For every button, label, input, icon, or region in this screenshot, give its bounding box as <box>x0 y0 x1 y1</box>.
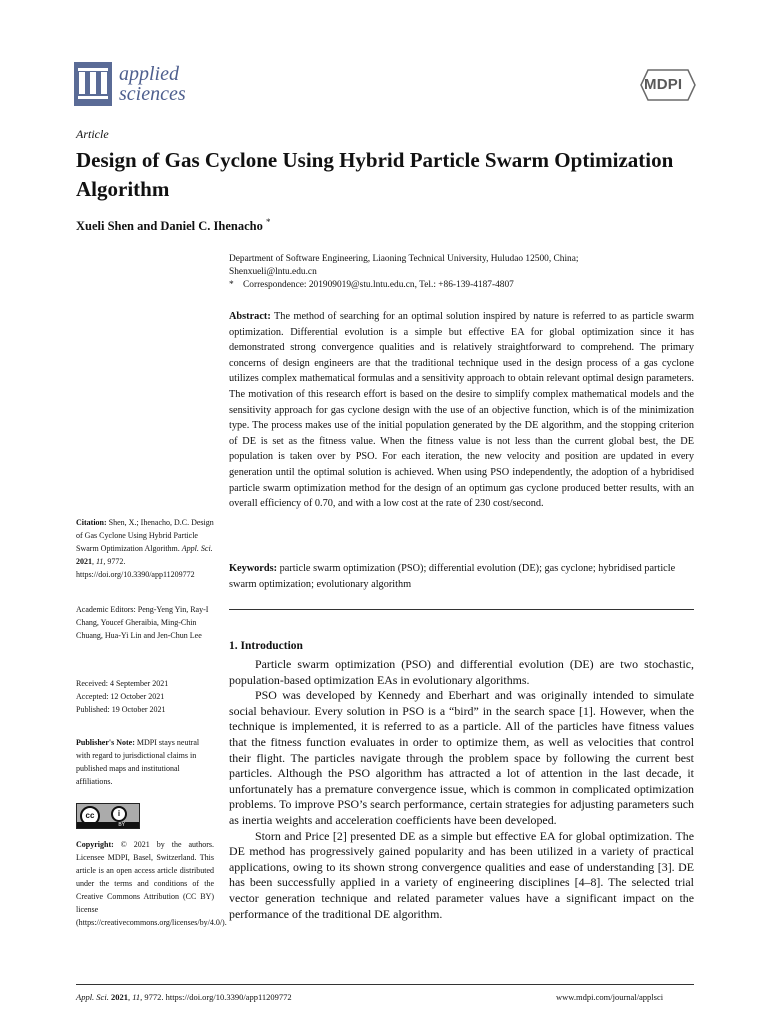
citation-year: 2021 <box>76 557 92 566</box>
accepted-date: Accepted: 12 October 2021 <box>76 692 165 701</box>
citation-journal: Appl. Sci. <box>181 544 213 553</box>
paragraph: Particle swarm optimization (PSO) and differential evolution (DE) are two stochastic, population-based optimization EAs in evolutionary algorithms. <box>229 657 694 687</box>
affiliation-line: Department of Software Engineering, Liaoning Technical University, Huludao 12500, China; <box>229 254 579 264</box>
copyright-label: Copyright: <box>76 840 114 849</box>
citation-text: Shen, X.; Ihenacho, D.C. Design of Gas Cyclone Using Hybrid Particle Swarm Optimization Algorithm. <box>76 518 214 553</box>
footer-divider <box>76 984 694 985</box>
authors <box>76 217 270 234</box>
abstract-label: Abstract: <box>229 311 271 322</box>
logo-beam <box>78 96 108 99</box>
journal-name-line2: sciences <box>119 83 186 105</box>
received-date: Received: 4 September 2021 <box>76 679 169 688</box>
keywords-text: particle swarm optimization (PSO); differential evolution (DE); gas cyclone; hybridised particle swarm optimization; evolutionary algorithm <box>229 563 676 590</box>
body-text <box>229 657 694 922</box>
journal-logo <box>74 60 234 108</box>
abstract-text: The method of searching for an optimal solution inspired by nature is referred to as particle swarm optimization. Differential evolution is a simple but effective EA for global optimization since it has demonstrated strong convergence qualities and is relatively straightforward to comprehend. The primary concerns of design engineers are that the traditional technique used in the design process of a gas cyclone utilizes complex mathematical formulas and a sensitivity approach to obtain relevant optimal design parameters. The motivation of this research effort is based on the desire to simplify complex mathematical models and the sensitivity approach for gas cyclone design with the use of an objective function, which is of the minimization type. The process makes use of the initial population generated by the DE algorithm, and the stopping criterion of DE is set as the fitness value. When the fitness value is not less than the current global best, the DE population is taken over by PSO. For each iteration, the new velocity and position are updated in every generation until the optimal solution is achieved. When using PSO independently, the adoption of a hybridised particle swarm optimization method for the design of an optimum gas cyclone produced better results, with an overall efficiency of 0.70, and with a low cost at the rate of 230 cost/second. <box>229 311 694 510</box>
affiliation-email[interactable]: Shenxueli@lntu.edu.cn <box>229 267 317 277</box>
correspondence-text: Correspondence: 201909019@stu.lntu.edu.cn, Tel.: +86-139-4187-4807 <box>243 280 514 290</box>
publisher-note <box>76 736 214 788</box>
paper-title: Design of Gas Cyclone Using Hybrid Particle Swarm Optimization Algorithm <box>76 148 674 201</box>
logo-column <box>101 72 107 94</box>
footer-year: 2021 <box>110 992 128 1002</box>
attribution-icon: i <box>111 806 127 822</box>
citation-volume: 11 <box>96 557 104 566</box>
correspondence <box>229 279 699 292</box>
dates <box>76 677 214 716</box>
paragraph: PSO was developed by Kennedy and Eberhart and was originally intended to simulate social behaviour. Every solution in PSO is a “bird” in the search space [1]. However, when the technique is implemented, it is referred to as a particle. All of the particles have fitness values that the fitness function evaluates in order to optimize them, as well as velocities that control their flight. The particles navigate through the problem space by following the current best particles. Although the PSO algorithm has attracted a lot of attention in the last decade, it unfortunately has a premature convergence issue, which is common in complicated optimization problems. To improve PSO’s search performance, certain strategies for adjusting parameters such as inertia weights and acceleration coefficients have been developed. <box>229 688 694 827</box>
paragraph: Storn and Price [2] presented DE as a simple but effective EA for global optimization. The DE method has progressively gained popularity and has been utilized in a variety of practical applications, owing to its shown strong convergence qualities and ease of understanding [3]. DE has been successfully applied in a variety of engineering disciplines [4–8]. The selected trial vector generation technique and related parameter values have a significant impact on the performance of the traditional DE algorithm. <box>229 828 694 921</box>
footer-journal: Appl. Sci. <box>76 992 109 1002</box>
author-names: Xueli Shen and Daniel C. Ihenacho <box>76 219 263 234</box>
correspondence-star: * <box>229 280 234 290</box>
keywords <box>229 561 694 592</box>
copyright-text: © 2021 by the authors. Licensee MDPI, Basel, Switzerland. This article is an open access article distributed under the terms and conditions of the Creative Commons Attribution (CC BY) license (https://creativecommons.org/licenses/by/4.0/). <box>76 840 227 927</box>
keywords-label: Keywords: <box>229 563 278 574</box>
footer-doi[interactable]: , 9772. https://doi.org/10.3390/app11209772 <box>140 992 292 1002</box>
journal-name-line1: applied <box>119 63 179 85</box>
logo-beam <box>78 68 108 71</box>
footer-citation: Appl. Sci. 2021, 11, 9772. https://doi.org/10.3390/app11209772 <box>76 992 292 1002</box>
publisher-note-label: Publisher's Note: <box>76 738 135 747</box>
publisher-note-text: MDPI stays neutral with regard to jurisdictional claims in published maps and institutional affiliations. <box>76 738 200 786</box>
publisher-logo <box>640 68 696 102</box>
journal-url[interactable]: www.mdpi.com/journal/applsci <box>556 992 664 1002</box>
by-label: BY <box>77 822 139 828</box>
corresponding-mark: * <box>265 217 271 227</box>
citation-doi[interactable]: , 9772. https://doi.org/10.3390/app11209772 <box>76 557 195 579</box>
published-date: Published: 19 October 2021 <box>76 705 166 714</box>
footer-volume: 11 <box>132 992 141 1002</box>
journal-name <box>119 64 186 104</box>
copyright <box>76 838 227 929</box>
divider <box>229 609 694 610</box>
article-type: Article <box>76 127 109 141</box>
publisher-name: MDPI <box>644 76 683 93</box>
cc-icon: cc <box>80 806 100 826</box>
abstract <box>229 309 694 512</box>
citation: Citation: Shen, X.; Ihenacho, D.C. Design of Gas Cyclone Using Hybrid Particle Swarm Optimization Algorithm. Appl. Sci. 2021, 11, 9772. https://doi.org/10.3390/app11209772 <box>76 518 214 579</box>
logo-column <box>90 72 96 94</box>
section-heading: 1. Introduction <box>229 640 303 652</box>
applied-sciences-logo-icon <box>74 62 112 106</box>
affiliation <box>229 253 699 292</box>
cc-by-license-badge[interactable] <box>76 803 140 829</box>
academic-editors: Academic Editors: Peng-Yeng Yin, Ray-I Chang, Youcef Gheraibia, Ming-Chin Chuang, Hua-Yi Lin and Jen-Chun Lee <box>76 605 209 640</box>
logo-column <box>79 72 85 94</box>
citation-label: Citation: <box>76 518 107 527</box>
